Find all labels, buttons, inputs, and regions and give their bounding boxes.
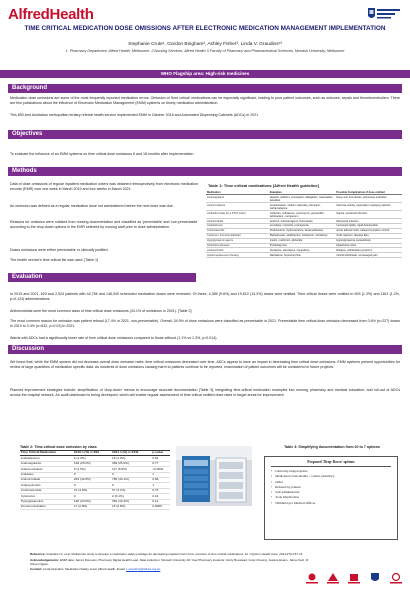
table2-cell: Cytotoxics — [20, 494, 73, 499]
table2-cell: 469 (25.9%) — [111, 461, 151, 466]
table1-cell: Deep vein thrombosis, pulmonary embolism — [335, 195, 402, 203]
drop-down-options-list — [271, 469, 391, 506]
evaluation-paragraph-4: Wards with ADCs had a significantly lower rate of time critical dose omissions compared to those without (1.1% vs 1.3%, p=0.014). — [10, 336, 218, 340]
table1-row — [206, 195, 402, 203]
monash-logo-icon — [367, 572, 383, 584]
table2-cell: 0 — [111, 472, 151, 477]
table1-cell: Anticonvulsants — [206, 203, 269, 211]
table2-cell: Corticosteroids — [20, 488, 73, 493]
table2-cell: <0.0001 — [152, 467, 170, 472]
table1-cell: Increased rigidity, rapid deterioration — [335, 224, 402, 229]
list-item: • Medication Unavailable - contact pharmacy — [271, 474, 391, 479]
section-heading-evaluation: Evaluation — [8, 273, 196, 282]
table1-cell: Aciclovir, antiviral agents, fluconazole — [269, 219, 336, 224]
reference-line: Reference: Graudins LV, et al. Multicentre study to develop a medication safety package for decreasing inpatient harm from omission of time-critical medications. Int J Qual in Health Care. 2014;27(1):67-74. — [30, 552, 304, 556]
table1-cell: Graft rejection, disease flare — [335, 233, 402, 238]
section-heading-methods: Methods — [8, 167, 402, 176]
list-item: • Clinically inappropriate — [271, 469, 391, 474]
table1-cell: Relapse, withdrawal symptoms — [335, 248, 402, 253]
acknowledgements-line: Acknowledgements: EMM data: Jarrod Donovan, Pharmacy Digital Health Lead. Data collection: Monash University 4th Year Pharmacy students: Verity Boustead, Cody Cheung, Jessica Evans, Jaime Katz, Zi Shuen Ngiam. — [30, 557, 309, 566]
authors: Stephanie Crute¹, Gordon Bingham², Ashley Fisher³, Linda V. Graudins¹³ — [128, 42, 282, 47]
table2-cell: 254 (42.8%) — [73, 478, 111, 483]
table1-cell: Anticoagulants — [206, 195, 269, 203]
references-block — [30, 552, 310, 571]
table2-header: p-value — [152, 451, 170, 456]
alfred-logo-icon — [325, 572, 341, 584]
table1-row — [206, 253, 402, 258]
table1-cell: Antimicrobials — [206, 219, 269, 224]
methods-paragraph-2: An omission was defined as a regular medication dose not administered before the next dose was due. — [10, 204, 174, 208]
table1-header: Medication — [206, 190, 269, 195]
monash-university-logo — [366, 5, 402, 25]
table1-cell: Antibiotics (May be a STAT order) — [206, 211, 269, 219]
table3-heading: Proposed 'Drop-Down' options — [271, 460, 391, 467]
evaluation-paragraph-1: In 2019 and 2021, 620 and 2,524 patients with 44,756 and 146,940 scheduled medication doses were reviewed. Of these, 4,385 (9.8%) and 19,610 (13.3%) doses were omitted. Time critical doses were omitted in 593 (1.3%) and 1811 (1.2%, p=0.124) administrations. — [10, 292, 400, 301]
table1-cell: Methotrexate, azathioprine, ciclosporin, tacrolimus — [269, 233, 336, 238]
table2-cell: 0 — [73, 494, 111, 499]
table1-title: Table 1: Time critical medications [Alfred Health guideline] — [208, 183, 319, 188]
list-item: • Refused by patient — [271, 485, 391, 490]
table2-cell: 0 — [111, 483, 151, 488]
table2-header: 2021 n (%) n=1811 — [111, 451, 151, 456]
table1-cell: Levetiracetam, sodium valproate, phenytoin, carbamazepine — [269, 203, 336, 211]
table2-cell: 780 (43.1%) — [111, 478, 151, 483]
poster-title: TIME CRITICAL MEDICATION DOSE OMISSIONS AFTER ELECTRONIC MEDICATION MANAGEMENT IMPLEMENTATION — [24, 25, 386, 32]
table2-cell: 352 (19.4%) — [111, 499, 151, 504]
table1-cell: Worsened infection — [335, 219, 402, 224]
table2-cell: Antimicrobials — [20, 478, 73, 483]
table2-cell: 1 — [152, 483, 170, 488]
table1-cell: Sepsis, worsened infection — [335, 211, 402, 219]
table1-cell: Heparin, warfarin, enoxaparin, dabigatran, rivaroxaban, apixaban — [269, 195, 336, 203]
table1-cell: Cytotoxic / Immunomodulator — [206, 233, 269, 238]
table1-cell: Acute adrenal crisis, delayed symptom control — [335, 228, 402, 233]
table1-cell: Corticosteroids — [206, 228, 269, 233]
dose-omission-by-class-table — [20, 450, 170, 510]
objectives-paragraph: To evaluate the influence of an EMM systems on time critical dose omissions 6 and 18 months after implementation — [10, 152, 194, 156]
mshc-logo-icon — [388, 572, 404, 584]
table1-cell: Levodopa, ropinirole, pramipexole — [269, 224, 336, 229]
table1-cell: Opioid replacement therapy — [206, 253, 269, 258]
background-paragraph-1: Medication dose omissions are some of the most frequently reported medication errors. Omission of 'time critical' medications can be especially significant, leading to poor patient outcomes, such as seizures, sepsis and thromboembolism. There are few publications about the influence of Electronic Medication Management (EMM) systems on timely medication administration. — [10, 96, 400, 105]
table1-cell: Cefazolin, ceftriaxone, vancomycin, piperacillin-tazobactam, meropenem — [269, 211, 336, 219]
table2-cell: Hypoglycaemics — [20, 499, 73, 504]
table1-cell: Antiparkinson — [206, 224, 269, 229]
table2-cell: 136 (23.0%) — [73, 499, 111, 504]
table2-cell: 0.98 — [152, 478, 170, 483]
table1-row — [206, 203, 402, 211]
table2-cell: 117 (6.5%) — [111, 467, 151, 472]
table1-cell: Opioid withdrawal, unmanaged pain — [335, 253, 402, 258]
table2-cell: Immunomodulator — [20, 505, 73, 510]
methods-paragraph-3: Reasons for omission were collated from nursing documentation and classified as 'preventable' and 'non-preventable' according to the drop-down options in the EMR selected by nursing staff prior to dose administration. — [10, 220, 198, 229]
table1-cell: Prednisolone, hydrocortisone, dexamethasone — [269, 228, 336, 233]
table2-cell: 0.77 — [152, 461, 170, 466]
table2-header: Time Critical Medication — [20, 451, 73, 456]
table2-cell: 15 (0.8%) — [111, 505, 151, 510]
footer-logos — [300, 568, 404, 584]
sandringham-logo-icon — [346, 572, 362, 584]
table1-cell: Insulin, metformin, gliclazide — [269, 238, 336, 243]
table1-header: Possible Complications if dose omitted — [335, 190, 402, 195]
table2-cell: Antipsychotics — [20, 483, 73, 488]
table2-cell: 0.94 — [152, 456, 170, 461]
contact-email-link[interactable]: L.graudins@Alfred.org.au — [126, 567, 161, 572]
table1-cell: Pyridostigmine — [269, 243, 336, 248]
table2-cell: 0 — [73, 472, 111, 477]
table1-cell: Hyperglycaemia, ketoacidosis — [335, 238, 402, 243]
table1-cell: Seizures activity, especially in epilepsy patients — [335, 203, 402, 211]
table2-cell: 6 (1.0%) — [73, 456, 111, 461]
methods-paragraph-4: Doses omissions were either preventable or clinically justified. — [10, 248, 109, 252]
table2-cell: 21 (3.5%) — [73, 488, 111, 493]
table2-cell: 148 (25.0%) — [73, 461, 111, 466]
table1-cell: Anticholinesterases — [206, 243, 269, 248]
drop-down-options-box — [264, 456, 398, 540]
evaluation-paragraph-3: The most common reason for omission was patient refusal (17.4% in 2021, non-preventable). Overall, 34.9% of dose omissions were classified as preventable in 2021. Preventable time critical dose omission decreased from 0.6% (n=227) doses in 2019 to 0.4% (n=632, p=0.03) in 2021. — [10, 319, 400, 328]
table1-cell: Myasthenic crisis — [335, 243, 402, 248]
table2-row — [20, 505, 170, 510]
discussion-paragraph-2: Planned improvement strategies include: simplification of 'drop-down' menus to encourage accurate documentation [Table 3]; integrating time-critical medication examples into nursing, pharmacy and medical education; and roll-out of ADCs across the hospital network. An audit dashboard is being developed, which will enable regular assessment of time critical omitted dose rates to target areas for improvement. — [10, 388, 400, 397]
table2-cell: Anticonvulsants — [20, 467, 73, 472]
background-paragraph-2: This 800-bed Australian metropolitan tertiary referral health service implemented EMM in October 2018 and Automated Dispensing Cabinets (ADCs) in 2021 — [10, 113, 259, 117]
table1-header: Examples — [269, 190, 336, 195]
monash-shield-icon — [366, 5, 402, 25]
list-item: • Withheld per Medical Officer — [271, 501, 391, 506]
methods-paragraph-5: The health service's time critical list was used. [Table 1] — [10, 258, 98, 262]
table2-cell: 0 — [73, 483, 111, 488]
table2-title: Table 2: Time-critical dose omission by class — [20, 445, 97, 449]
section-heading-objectives: Objectives — [8, 130, 402, 139]
flagship-banner: WHO Flagship area: High-risk medicines — [0, 70, 410, 78]
table2-cell: 2 (0.1%) — [111, 494, 151, 499]
table2-cell: 19 (1.0%) — [111, 456, 151, 461]
alfred-health-logo: AlfredHealth — [8, 6, 94, 23]
table2-cell: 0.42 — [152, 494, 170, 499]
table2-cell: Antidotes — [20, 472, 73, 477]
caulfield-logo-icon — [304, 572, 320, 584]
table1-body — [206, 195, 402, 258]
table1-row — [206, 211, 402, 219]
table2-cell: 9 (1.5%) — [73, 467, 111, 472]
table1-cell: Clozapine, olanzapine, risperidone — [269, 248, 336, 253]
table2-cell: 0.76 — [152, 488, 170, 493]
table2-cell: 17 (2.8%) — [73, 505, 111, 510]
table2-header: 2019 n (%) n=593 — [73, 451, 111, 456]
table2-cell: Antiparkinson — [20, 456, 73, 461]
methods-paragraph-1: Data of dose omissions of regular inpatient medication orders was obtained retrospectively from electronic medication records (EMR) over one week in March 2019 and four weeks in March 2021. — [10, 182, 198, 191]
table2-cell: 1 — [152, 472, 170, 477]
section-heading-discussion: Discussion — [8, 345, 402, 354]
time-critical-medications-table — [206, 190, 402, 258]
list-item: • Other — [271, 480, 391, 485]
table1-cell: Hypoglycaemic agents — [206, 238, 269, 243]
table2-body — [20, 456, 170, 510]
list-item: • Self-administered — [271, 490, 391, 495]
table2-cell: 0.12 — [152, 499, 170, 504]
affiliations: 1. Pharmacy Department, Alfred Health, Melbourne. 2.Nursing Services, Alfred Health 3.Faculty of Pharmacy and Pharmaceutical Sciences, Monash University, Melbourne — [65, 49, 345, 53]
section-heading-background: Background — [8, 84, 402, 93]
table3-title: Table 3: Simplifying documentation from 20 to 7 options — [284, 445, 380, 449]
adc-cabinet-photo — [176, 446, 252, 506]
table1-cell: Methadone, buprenorphine — [269, 253, 336, 258]
contact-line: Contact: Linda Graudins, Medication Safety Lead, Alfred Health. Email: L.graudins@Alfred.org.au — [30, 567, 161, 572]
table2-cell: 57 (3.1%) — [111, 488, 151, 493]
evaluation-paragraph-2: Antimicrobials were the most common class of time critical dose omissions (43.1% of omissions in 2021). [Table 2] — [10, 309, 192, 313]
list-item: • Took Duplication — [271, 495, 391, 500]
discussion-paragraph-1: We found that, while the EMM system did not decrease overall dose omission rates, time critical omissions decreased over time. ADCs appear to have an impact in decreasing time critical dose omissions. EMM systems present opportunities for review of large quantities of medication specific data. As incidents of dose omissions causing harm to patients continue to be reported, examination of patient outcomes will be considered in future projects. — [10, 360, 400, 369]
table2-cell: 0.0005 — [152, 505, 170, 510]
table2-cell: Anticoagulants — [20, 461, 73, 466]
table1-cell: Antipsychotics — [206, 248, 269, 253]
